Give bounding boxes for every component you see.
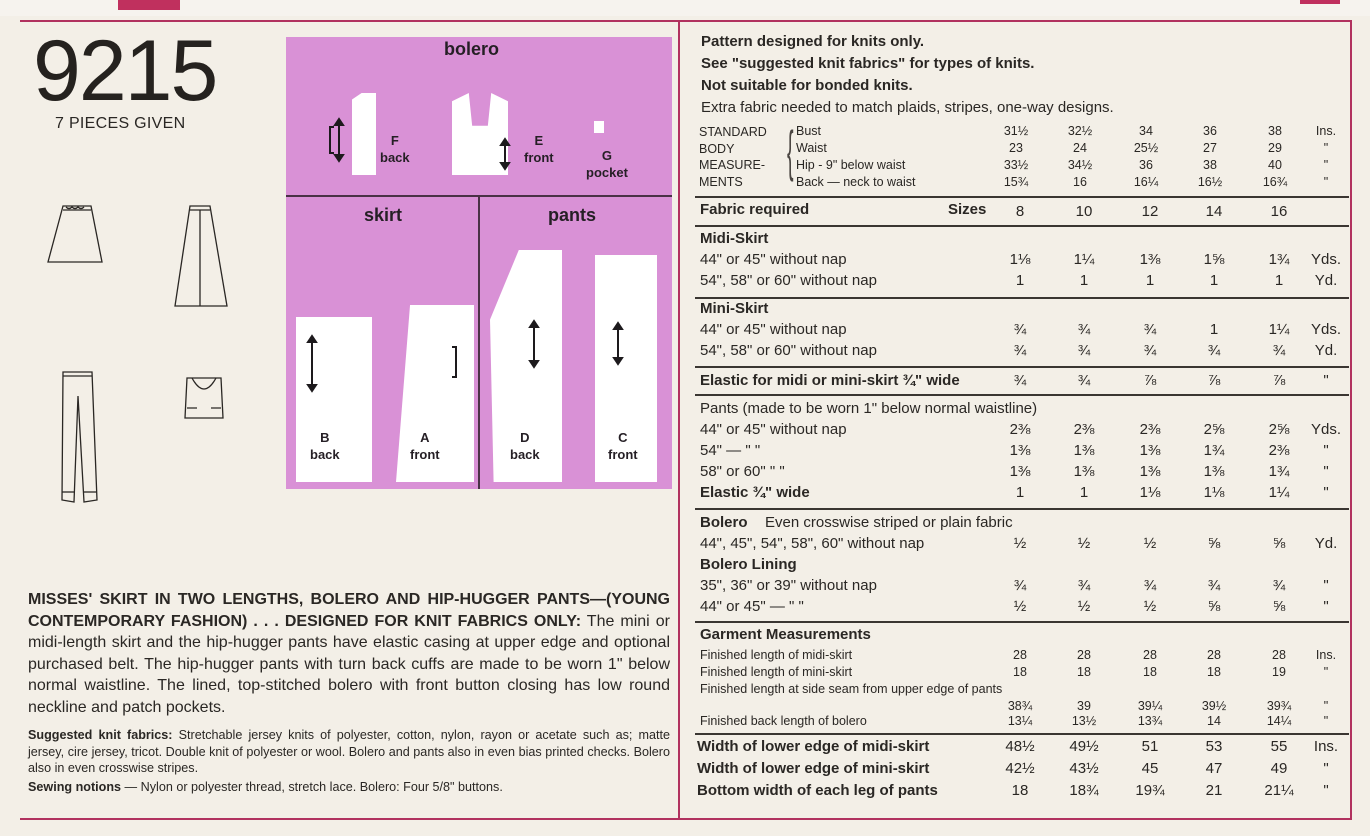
section-title: Mini-Skirt <box>700 300 769 317</box>
section-title: Garment Measurements <box>700 626 871 643</box>
value-cell: ½ <box>1013 598 1027 615</box>
intro-line: See "suggested knit fabrics" for types of knits. <box>701 55 1035 72</box>
section-title: Pants (made to be worn 1" below normal waistline) <box>700 400 1038 417</box>
value-cell: 13¼ <box>1007 714 1033 728</box>
suggested-fabrics-text: Stretchable jersey knits of polyester, cotton, nylon, rayon or acetate such as; matte jersey, cire jersey, tricot. Double knit of polyester or wool. Bolero and pants also in even bias printed checks. Bolero also in even crosswise stripes. <box>28 728 670 775</box>
value-cell: ⅞ <box>1207 372 1221 389</box>
value-cell: ½ <box>1143 598 1157 615</box>
unit-cell: Ins. <box>1313 738 1339 755</box>
value-cell: 1⅜ <box>1139 442 1161 459</box>
sewing-notions-text: — Nylon or polyester thread, stretch lace. Bolero: Four 5/8" buttons. <box>121 780 503 794</box>
piece-c-label: C front <box>608 430 638 462</box>
row-label: Width of lower edge of mini-skirt <box>697 760 930 777</box>
value-cell: 34½ <box>1067 158 1093 172</box>
row-label: Finished length of mini-skirt <box>700 665 853 679</box>
rule <box>695 508 1349 510</box>
row-label: Elastic for midi or mini-skirt ¾" wide <box>700 372 960 389</box>
pattern-description <box>28 589 670 718</box>
unit-cell: " <box>1323 442 1329 459</box>
unit-cell: " <box>1323 598 1329 615</box>
value-cell: 55 <box>1270 738 1288 755</box>
unit-cell: Yds. <box>1310 251 1341 268</box>
unit-cell: " <box>1323 158 1329 172</box>
value-cell: 16¾ <box>1262 175 1288 189</box>
value-cell: 1¾ <box>1268 251 1290 268</box>
value-cell: 18 <box>1011 782 1029 799</box>
midi-skirt-sketch <box>175 206 227 306</box>
row-label: 58" or 60" " " <box>700 463 785 480</box>
value-cell: 38 <box>1268 124 1282 138</box>
value-cell: 32½ <box>1067 124 1093 138</box>
value-cell: 1⅛ <box>1139 484 1161 501</box>
value-cell: 2⅝ <box>1268 421 1290 438</box>
standard-body-measurements-label: STANDARD BODY MEASURE- MENTS <box>699 125 767 189</box>
value-cell: 1 <box>1015 484 1025 501</box>
description-body: The mini or midi-length skirt and the hip-hugger pants have elastic casing at upper edge and optional purchased belt. The hip-hugger pants with turn back cuffs are made to be worn 1" below normal waistline. The lined, top-stitched bolero with front button closing has low round neckline and patch pockets. <box>28 612 671 716</box>
value-cell: 2⅝ <box>1203 421 1225 438</box>
pants-title: pants <box>548 205 597 225</box>
value-cell: 45 <box>1141 760 1159 777</box>
intro-line: Pattern designed for knits only. <box>701 33 925 50</box>
row-label: Elastic ¾" wide <box>700 484 810 501</box>
value-cell: 16¼ <box>1133 175 1159 189</box>
mini-skirt-sketch <box>48 206 102 262</box>
piece-a-label: A front <box>410 430 440 462</box>
value-cell: 39 <box>1077 699 1091 713</box>
row-label: 44" or 45" — " " <box>700 598 804 615</box>
value-cell: 15¾ <box>1003 175 1029 189</box>
row-label: Width of lower edge of midi-skirt <box>697 738 930 755</box>
value-cell: 36 <box>1203 124 1217 138</box>
value-cell: 1⅛ <box>1009 251 1031 268</box>
value-cell: 18 <box>1013 665 1027 679</box>
value-cell: ½ <box>1143 535 1157 552</box>
sizes-label: Sizes <box>948 201 987 218</box>
row-label: Finished back length of bolero <box>700 714 867 728</box>
value-cell: 18 <box>1207 665 1221 679</box>
bolero-sketch <box>185 378 223 418</box>
value-cell: 1⅛ <box>1203 484 1225 501</box>
frame-center-line <box>678 20 680 820</box>
value-cell: ¾ <box>1207 577 1221 594</box>
value-cell: 18 <box>1143 665 1157 679</box>
value-cell: ¾ <box>1013 372 1027 389</box>
value-cell: ⅝ <box>1207 598 1221 615</box>
value-cell: ¾ <box>1272 577 1286 594</box>
rule <box>695 621 1349 623</box>
value-cell: 1 <box>1079 484 1089 501</box>
value-cell: 48½ <box>1005 738 1035 755</box>
unit-cell: " <box>1323 463 1329 480</box>
value-cell: 49½ <box>1069 738 1099 755</box>
value-cell: 49 <box>1270 760 1288 777</box>
section-title: Bolero Lining <box>700 556 797 573</box>
rule <box>695 394 1349 396</box>
value-cell: 1⅜ <box>1139 251 1161 268</box>
row-label: 44" or 45" without nap <box>700 251 847 268</box>
skirt-title: skirt <box>364 205 403 225</box>
piece-b-label: B back <box>310 430 340 462</box>
size-header: 8 <box>1015 203 1025 220</box>
unit-cell: Ins. <box>1315 648 1337 662</box>
value-cell: ¾ <box>1077 577 1091 594</box>
value-cell: 2⅜ <box>1073 421 1095 438</box>
row-label: 44", 45", 54", 58", 60" without nap <box>700 535 925 552</box>
value-cell: 1 <box>1145 272 1155 289</box>
value-cell: ⅝ <box>1207 535 1221 552</box>
value-cell: 1 <box>1079 272 1089 289</box>
value-cell: ¾ <box>1077 342 1091 359</box>
value-cell: 18¾ <box>1069 782 1099 799</box>
pattern-number: 9215 <box>33 23 217 119</box>
value-cell: 2⅜ <box>1268 442 1290 459</box>
value-cell: 1¼ <box>1268 321 1290 338</box>
sewing-notions <box>28 779 670 796</box>
value-cell: 1⅜ <box>1073 442 1095 459</box>
value-cell: 1 <box>1274 272 1284 289</box>
value-cell: ¾ <box>1013 321 1027 338</box>
measurement-name: Waist <box>796 141 827 155</box>
value-cell: 21¼ <box>1264 782 1294 799</box>
piece-f-label: F back <box>380 133 410 165</box>
unit-cell: Yd. <box>1314 272 1338 289</box>
value-cell: ¾ <box>1013 342 1027 359</box>
unit-cell: " <box>1323 141 1329 155</box>
unit-cell: " <box>1323 782 1329 799</box>
value-cell: 1¾ <box>1268 463 1290 480</box>
value-cell: 1⅜ <box>1203 463 1225 480</box>
unit-cell: " <box>1323 372 1329 389</box>
pieces-given: 7 PIECES GIVEN <box>55 115 186 132</box>
row-label: Finished length at side seam from upper edge of pants <box>700 682 1003 696</box>
rule <box>695 297 1349 299</box>
rule <box>695 196 1349 198</box>
piece-e-label: E front <box>524 133 554 165</box>
intro-line: Extra fabric needed to match plaids, stripes, one-way designs. <box>701 99 1114 116</box>
value-cell: 1 <box>1209 321 1219 338</box>
value-cell: 39½ <box>1201 699 1227 713</box>
value-cell: 14¼ <box>1266 714 1292 728</box>
value-cell: 28 <box>1013 648 1027 662</box>
unit-cell: " <box>1323 760 1329 777</box>
value-cell: ¾ <box>1207 342 1221 359</box>
value-cell: 34 <box>1139 124 1153 138</box>
value-cell: ⅞ <box>1143 372 1157 389</box>
row-label: 54", 58" or 60" without nap <box>700 272 877 289</box>
value-cell: 1 <box>1209 272 1219 289</box>
rule <box>695 733 1349 735</box>
value-cell: 1⅝ <box>1203 251 1225 268</box>
value-cell: 25½ <box>1133 141 1159 155</box>
row-label: Bottom width of each leg of pants <box>697 782 938 799</box>
value-cell: 1⅜ <box>1073 463 1095 480</box>
value-cell: 38 <box>1203 158 1217 172</box>
value-cell: 21 <box>1205 782 1223 799</box>
unit-cell: " <box>1323 665 1329 679</box>
value-cell: 19¾ <box>1135 782 1165 799</box>
value-cell: 19 <box>1272 665 1286 679</box>
value-cell: 27 <box>1203 141 1217 155</box>
value-cell: 31½ <box>1003 124 1029 138</box>
value-cell: 29 <box>1268 141 1282 155</box>
value-cell: ½ <box>1077 535 1091 552</box>
unit-cell: Ins. <box>1315 124 1337 138</box>
value-cell: 1¼ <box>1073 251 1095 268</box>
measurement-name: Back — neck to waist <box>796 175 916 189</box>
section-note: Even crosswise striped or plain fabric <box>765 514 1013 531</box>
value-cell: 43½ <box>1069 760 1099 777</box>
unit-cell: Yds. <box>1310 321 1341 338</box>
suggested-fabrics-label: Suggested knit fabrics: <box>28 728 173 742</box>
row-label: 54" — " " <box>700 442 761 459</box>
unit-cell: Yds. <box>1310 421 1341 438</box>
value-cell: 2⅜ <box>1139 421 1161 438</box>
measurement-name: Bust <box>796 124 822 138</box>
color-mark <box>1300 0 1340 4</box>
size-header: 16 <box>1270 203 1288 220</box>
rule <box>695 225 1349 227</box>
size-header: 10 <box>1075 203 1093 220</box>
fabric-required-label: Fabric required <box>700 201 810 218</box>
value-cell: 1⅜ <box>1009 442 1031 459</box>
yardage-chart <box>683 20 1351 820</box>
value-cell: ⅝ <box>1272 598 1286 615</box>
value-cell: ½ <box>1013 535 1027 552</box>
value-cell: 13½ <box>1071 714 1097 728</box>
value-cell: 16½ <box>1197 175 1223 189</box>
value-cell: 39¾ <box>1266 699 1292 713</box>
value-cell: ¾ <box>1143 321 1157 338</box>
row-label: 44" or 45" without nap <box>700 321 847 338</box>
intro-line: Not suitable for bonded knits. <box>701 77 913 94</box>
value-cell: 24 <box>1073 141 1087 155</box>
unit-cell: Yd. <box>1314 342 1338 359</box>
value-cell: 51 <box>1141 738 1159 755</box>
size-header: 12 <box>1141 203 1159 220</box>
value-cell: 28 <box>1207 648 1221 662</box>
value-cell: 1⅜ <box>1009 463 1031 480</box>
top-edge-strip <box>0 0 1370 16</box>
value-cell: 28 <box>1077 648 1091 662</box>
value-cell: ¾ <box>1143 577 1157 594</box>
measurement-name: Hip - 9" below waist <box>796 158 906 172</box>
unit-cell: Yd. <box>1314 535 1338 552</box>
section-title: Midi-Skirt <box>700 230 769 247</box>
value-cell: 2⅜ <box>1009 421 1031 438</box>
piece-g-label: G pocket <box>586 148 628 180</box>
value-cell: 13¾ <box>1137 714 1163 728</box>
value-cell: 28 <box>1143 648 1157 662</box>
brace-glyph: { <box>787 119 794 182</box>
value-cell: ⅝ <box>1272 535 1286 552</box>
value-cell: ¾ <box>1143 342 1157 359</box>
value-cell: 18 <box>1077 665 1091 679</box>
value-cell: 47 <box>1205 760 1223 777</box>
section-title: Bolero <box>700 514 748 531</box>
value-cell: 53 <box>1205 738 1223 755</box>
pants-sketch <box>62 372 97 502</box>
size-header: 14 <box>1205 203 1223 220</box>
value-cell: ½ <box>1077 598 1091 615</box>
rule <box>695 366 1349 368</box>
suggested-fabrics <box>28 727 670 777</box>
value-cell: 14 <box>1207 714 1221 728</box>
value-cell: 36 <box>1139 158 1153 172</box>
value-cell: 42½ <box>1005 760 1035 777</box>
row-label: 35", 36" or 39" without nap <box>700 577 877 594</box>
value-cell: ¾ <box>1272 342 1286 359</box>
bolero-title: bolero <box>444 39 500 59</box>
unit-cell: " <box>1323 577 1329 594</box>
value-cell: 28 <box>1272 648 1286 662</box>
value-cell: 39¼ <box>1137 699 1163 713</box>
unit-cell: " <box>1323 714 1329 728</box>
value-cell: 33½ <box>1003 158 1029 172</box>
description-title: MISSES' SKIRT IN TWO LENGTHS, BOLERO AND HIP-HUGGER PANTS—(YOUNG CONTEMPORARY FASHION) . . . DESIGNED FOR KNIT FABRICS ONLY: <box>28 591 670 630</box>
row-label: Finished length of midi-skirt <box>700 648 853 662</box>
value-cell: ⅞ <box>1272 372 1286 389</box>
value-cell: 16 <box>1073 175 1087 189</box>
sewing-notions-label: Sewing notions <box>28 780 122 794</box>
value-cell: 1¼ <box>1268 484 1290 501</box>
color-mark <box>118 0 180 10</box>
value-cell: 23 <box>1009 141 1023 155</box>
grainline-arrows <box>286 37 672 489</box>
piece-d-label: D back <box>510 430 540 462</box>
unit-cell: " <box>1323 175 1329 189</box>
unit-cell: " <box>1323 699 1329 713</box>
row-label: 54", 58" or 60" without nap <box>700 342 877 359</box>
value-cell: 40 <box>1268 158 1282 172</box>
pattern-pieces-panel <box>286 37 672 489</box>
row-label: 44" or 45" without nap <box>700 421 847 438</box>
garment-sketches <box>40 200 240 520</box>
value-cell: ¾ <box>1077 321 1091 338</box>
unit-cell: " <box>1323 484 1329 501</box>
value-cell: 1¾ <box>1203 442 1225 459</box>
value-cell: 38¾ <box>1007 699 1033 713</box>
value-cell: ¾ <box>1077 372 1091 389</box>
value-cell: ¾ <box>1013 577 1027 594</box>
value-cell: 1⅜ <box>1139 463 1161 480</box>
value-cell: 1 <box>1015 272 1025 289</box>
